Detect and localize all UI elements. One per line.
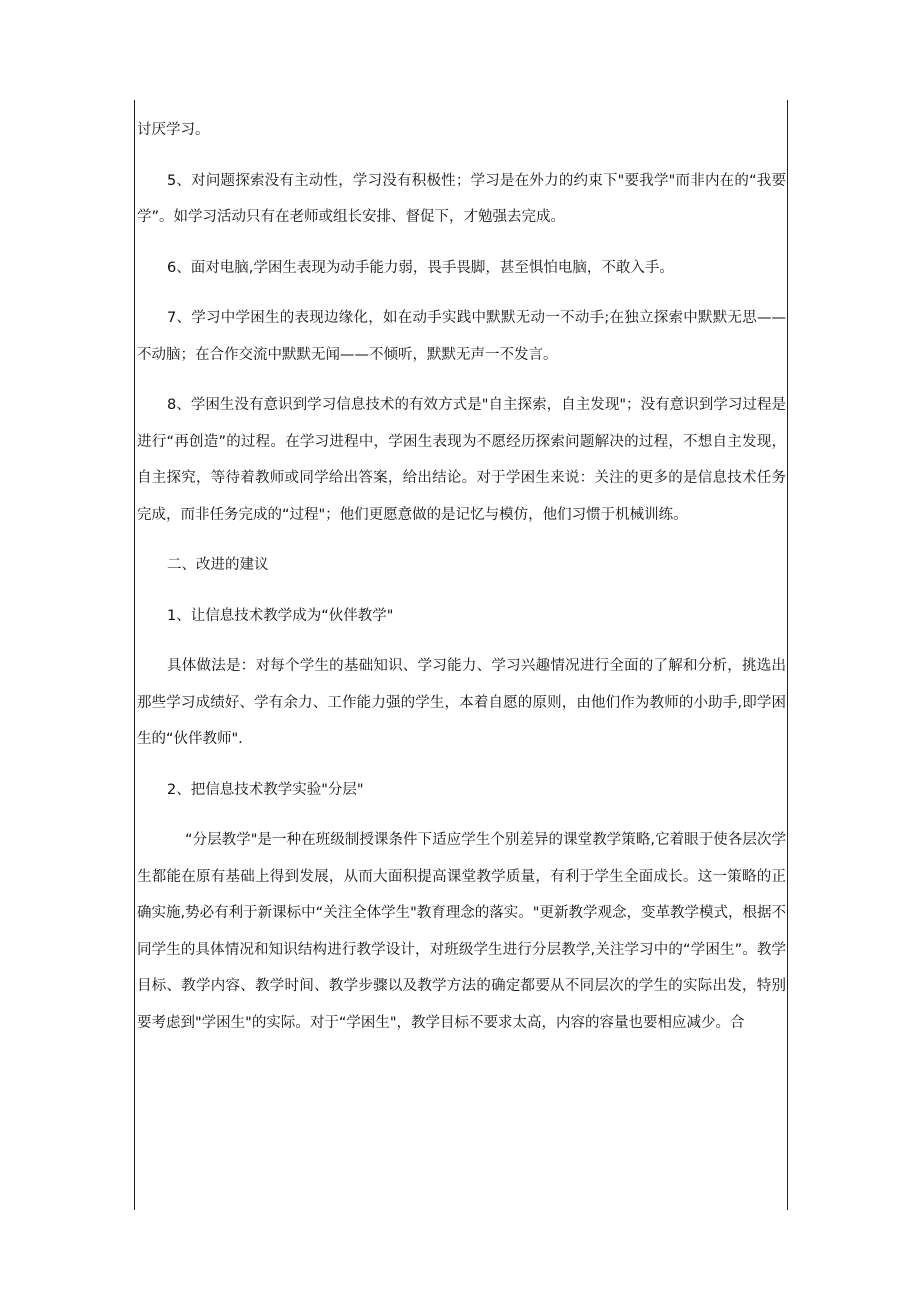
paragraph-item-5: 5、对问题探索没有主动性，学习没有积极性；学习是在外力的约束下"要我学"而非内在的“我要学”。如学习活动只有在老师或组长安排、督促下，才勉强去完成。: [137, 172, 786, 225]
paragraph-method: 具体做法是：对每个学生的基础知识、学习能力、学习兴趣情况进行全面的了解和分析，挑选出那些学习成绩好、学有余力、工作能力强的学生，本着自愿的原则，由他们作为教师的小助手,即学困生的“伙伴教师".: [137, 658, 786, 747]
paragraph-layered-teaching: “分层教学"是一种在班级制授课条件下适应学生个别差异的课堂教学策略,它着眼于使各层次学生都能在原有基础上得到发展，从而大面积提高课堂教学质量，有利于学生全面成长。这一策略的正确实施,势必有利于新课标中“关注全体学生"教育理念的落实。"更新教学观念，变革教学模式，根据不同学生的具体情况和知识结构进行教学设计，对班级学生进行分层教学,关注学习中的“学困生”。教学目标、教学内容、教学时间、教学步骤以及教学方法的确定都要从不同层次的学生的实际出发，特别要考虑到"学困生"的实际。对于“学困生"，教学目标不要求太高，内容的容量也要相应减少。合: [137, 832, 786, 1031]
right-border-rule: [787, 100, 788, 1210]
left-border-rule: [134, 100, 135, 1210]
paragraph-continuation: 讨厌学习。: [137, 122, 210, 138]
paragraph-item-8: 8、学困生没有意识到学习信息技术的有效方式是"自主探索，自主发现"；没有意识到学习过程是进行“再创造”的过程。在学习进程中，学困生表现为不愿经历探索问题解决的过程，不想自主发现，自主探究，等待着教师或同学给出答案，给出结论。对于学困生来说：关注的更多的是信息技术任务完成，而非任务完成的“过程"；他们更愿意做的是记忆与模仿，他们习惯于机械训练。: [137, 397, 786, 523]
subheading-2: 2、把信息技术教学实验"分层": [167, 781, 364, 798]
section-heading-2: 二、改进的建议: [167, 557, 269, 573]
subheading-1: 1、让信息技术教学成为“伙伴教学": [167, 607, 394, 624]
paragraph-item-6: 6、面对电脑,学困生表现为动手能力弱，畏手畏脚，甚至惧怕电脑，不敢入手。: [167, 259, 674, 276]
paragraph-item-7: 7、学习中学困生的表现边缘化，如在动手实践中默默无动一不动手;在独立探索中默默无思——不动脑；在合作交流中默默无闻——不倾听，默默无声一不发言。: [137, 310, 786, 363]
document-body: [137, 112, 786, 1041]
